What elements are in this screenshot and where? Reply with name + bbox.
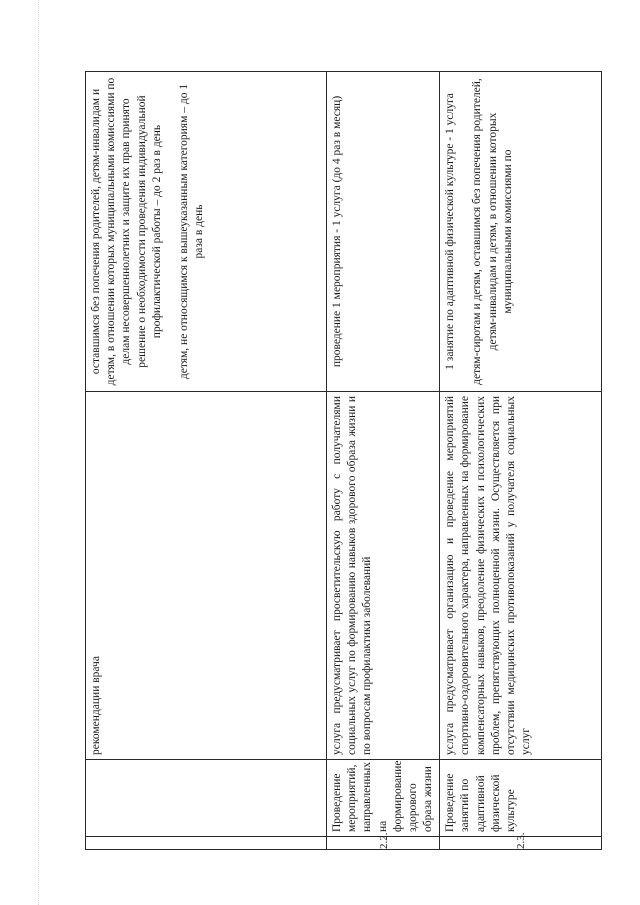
service-frequency [86, 72, 327, 392]
service-description: рекомендации врача [86, 392, 327, 760]
social-services-table [85, 71, 602, 850]
frequency-text: оставшимся без попечения родителей, детям-инвалидам и детям, в отношении которых муниципальными комиссиями по делам несовершеннолетних и защите их прав принято решение о необходимости проведения индивидуальной профилактической работы – до 2 раз в день [90, 77, 163, 386]
row-number: 2.3. [440, 837, 602, 850]
frequency-text: детям, не относящимся к вышеуказанным категориям – до 1 раза в день [177, 83, 206, 380]
row-number [86, 837, 327, 850]
frequency-text: детям-сиротам и детям, оставшимся без попечения родителей, детям-инвалидам и детям, в отношении которых муниципальными комиссиями по [471, 78, 514, 385]
service-name [86, 760, 327, 837]
table-row [327, 72, 440, 850]
frequency-text: проведение 1 мероприятия - 1 услуга (до 4 раз в месяц) [331, 95, 343, 368]
service-name: Проведение занятий по адаптивной физической культуре [440, 760, 602, 837]
row-number: 2.2. [327, 837, 440, 850]
service-description: услуга предусматривает просветительскую работу с получателями социальных услуг по формированию навыков здорового образа жизни и по вопросам профилактики заболеваний [327, 392, 440, 760]
frequency-text: 1 занятие по адаптивной физической культуре - 1 услуга [444, 93, 457, 370]
scan-margin-line [38, 0, 39, 905]
service-name: Проведение мероприятий, направленных на формирование здорового образа жизни [327, 760, 440, 837]
table-row [440, 72, 602, 850]
service-frequency [327, 72, 440, 392]
service-frequency [440, 72, 602, 392]
rotated-page [85, 72, 580, 850]
service-description: услуга предусматривает организацию и проведение мероприятий спортивно-оздоровительного характера, направленных на формирование компенсаторных навыков, преодоление физических и психологических проблем, препятствующих полноценной жизни. Осуществляется при отсутствии медицинских противопоказаний у получателя социальных услуг [440, 392, 602, 760]
table-row [86, 72, 327, 850]
